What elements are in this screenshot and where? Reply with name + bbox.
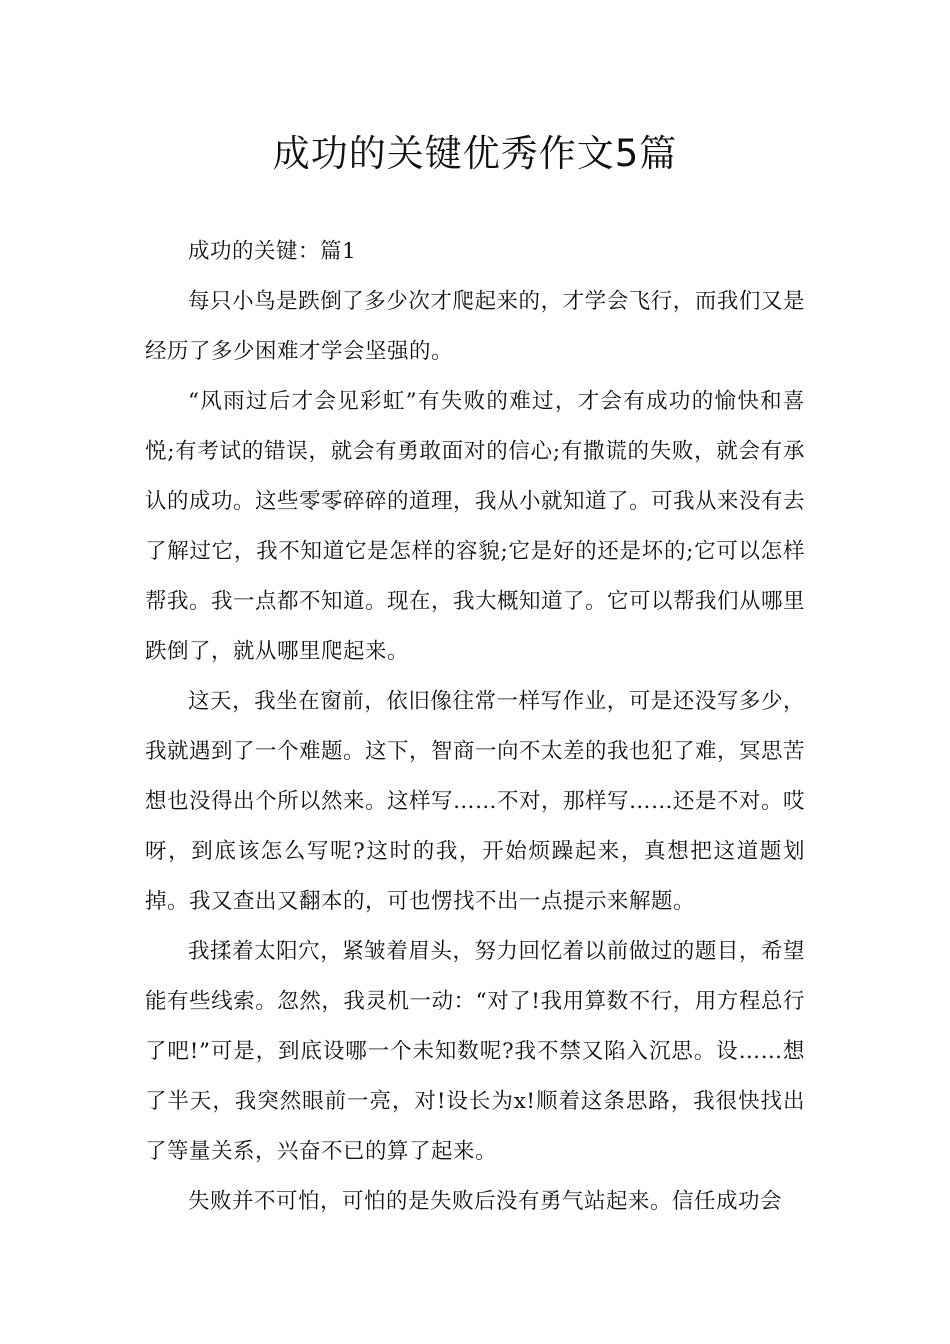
paragraph: 我揉着太阳穴，紧皱着眉头，努力回忆着以前做过的题目，希望能有些线索。忽然，我灵机一动：“对了!我用算数不行，用方程总行了吧!”可是，到底设哪一个未知数呢?我不禁又陷入沉思。设……想了半天，我突然眼前一亮，对!设长为x!顺着这条思路，我很快找出了等量关系，兴奋不已的算了起来。 bbox=[145, 939, 805, 1164]
document-title: 成功的关键优秀作文5篇 bbox=[272, 132, 678, 175]
paragraph: 失败并不可怕，可怕的是失败后没有勇气站起来。信任成功会 bbox=[188, 1189, 783, 1214]
paragraph: “风雨过后才会见彩虹”有失败的难过，才会有成功的愉快和喜悦;有考试的错误，就会有勇敢面对的信心;有撒谎的失败，就会有承认的成功。这些零零碎碎的道理，我从小就知道了。可我从来没有去了解过它，我不知道它是怎样的容貌;它是好的还是坏的;它可以怎样帮我。我一点都不知道。现在，我大概知道了。它可以帮我们从哪里跌倒了，就从哪里爬起来。 bbox=[145, 389, 806, 664]
document-body bbox=[145, 227, 805, 1227]
paragraph-heading: 成功的关键：篇1 bbox=[188, 239, 357, 264]
paragraph: 这天，我坐在窗前，依旧像往常一样写作业，可是还没写多少，我就遇到了一个难题。这下，智商一向不太差的我也犯了难，冥思苦想也没得出个所以然来。这样写……不对，那样写……还是不对。哎呀，到底该怎么写呢?这时的我，开始烦躁起来，真想把这道题划掉。我又查出又翻本的，可也愣找不出一点提示来解题。 bbox=[145, 689, 806, 914]
paragraph: 每只小鸟是跌倒了多少次才爬起来的，才学会飞行，而我们又是经历了多少困难才学会坚强的。 bbox=[145, 289, 805, 364]
